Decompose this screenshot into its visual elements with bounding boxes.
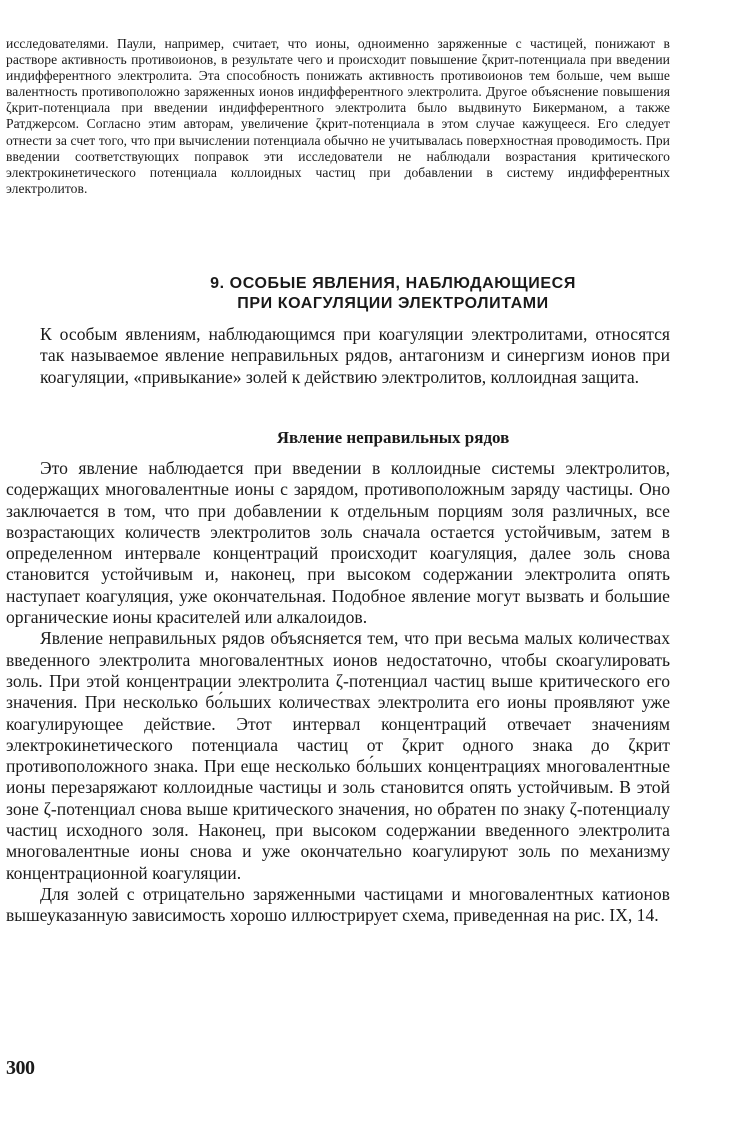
body-paragraph-1: Это явление наблюдается при введении в коллоидные системы электролитов, содержащих многовалентные ионы с зарядом, противоположным заряду частицы. Оно заключается в том, что при добавлении к отдельным порциям золя различных, все возрастающих количеств электролитов золь сначала остается устойчивым, затем в определенном интервале концентраций происходит коагуляция, далее золь снова становится устойчивым и, наконец, при высоком содержании электролита опять наступает коагуляция, уже окончательная. Подобное явление могут вызвать и большие органические ионы красителей или алкалоидов. <box>6 458 670 628</box>
body-paragraph-3: Для золей с отрицательно заряженными частицами и многовалентных катионов вышеуказанную зависимость хорошо иллюстрирует схема, приведенная на рис. IX, 14. <box>6 883 670 926</box>
section-heading-line-1: 9. ОСОБЫЕ ЯВЛЕНИЯ, НАБЛЮДАЮЩИЕСЯ <box>210 275 576 292</box>
section-intro-paragraph: К особым явлениям, наблюдающимся при коагуляции электролитами, относятся так называемое явление неправильных рядов, антагонизм и синергизм ионов при коагуляции, «привыкание» золей к действию электролитов, коллоидная защита. <box>40 324 670 387</box>
page-number: 300 <box>6 1057 35 1079</box>
subsection-heading <box>0 428 746 448</box>
section-heading <box>0 274 746 314</box>
subsection-heading-text: Явление неправильных рядов <box>276 428 510 447</box>
continuation-paragraph: исследователями. Паули, например, считает, что ионы, одноименно заряженные с частицей, понижают в растворе активность противоионов, в результате чего и происходит повышение ζкрит-потенциала при введении индифферентного электролита. Эта способность понижать активность противоионов тем больше, чем выше валентность противоположно заряженных ионов индифферентного электролита. Другое объяснение повышения ζкрит-потенциала при введении индифферентного электролита было выдвинуто Бикерманом, а также Ратджерсом. Согласно этим авторам, увеличение ζкрит-потенциала в этом случае кажущееся. Его следует отнести за счет того, что при вычислении потенциала обычно не учитывалась поверхностная проводимость. При введении соответствующих поправок эти исследователи не наблюдали возрастания критического электрокинетического потенциала коллоидных частиц при добавлении в систему индифферентных электролитов. <box>6 36 670 196</box>
subsection-body <box>6 458 670 927</box>
body-paragraph-2: Явление неправильных рядов объясняется тем, что при весьма малых количествах введенного электролита многовалентных ионов недостаточно, чтобы скоагулировать золь. При этой концентрации электролита ζ-потенциал частиц выше критического его значения. При несколько бо́льших количествах электролита его ионы проявляют уже коагулирующее действие. Этот интервал концентраций отвечает значениям электрокинетического потенциала частиц от ζкрит одного знака до ζкрит противоположного знака. При еще несколько бо́льших концентрациях многовалентные ионы перезаряжают коллоидные частицы и золь становится опять устойчивым. В этой зоне ζ-потенциал снова выше критического значения, но обратен по знаку ζ-потенциалу частиц исходного золя. Наконец, при высоком содержании введенного электролита многовалентные ионы снова и уже окончательно коагулируют золь по механизму концентрационной коагуляции. <box>6 628 670 883</box>
section-heading-line-2: ПРИ КОАГУЛЯЦИИ ЭЛЕКТРОЛИТАМИ <box>237 295 549 312</box>
